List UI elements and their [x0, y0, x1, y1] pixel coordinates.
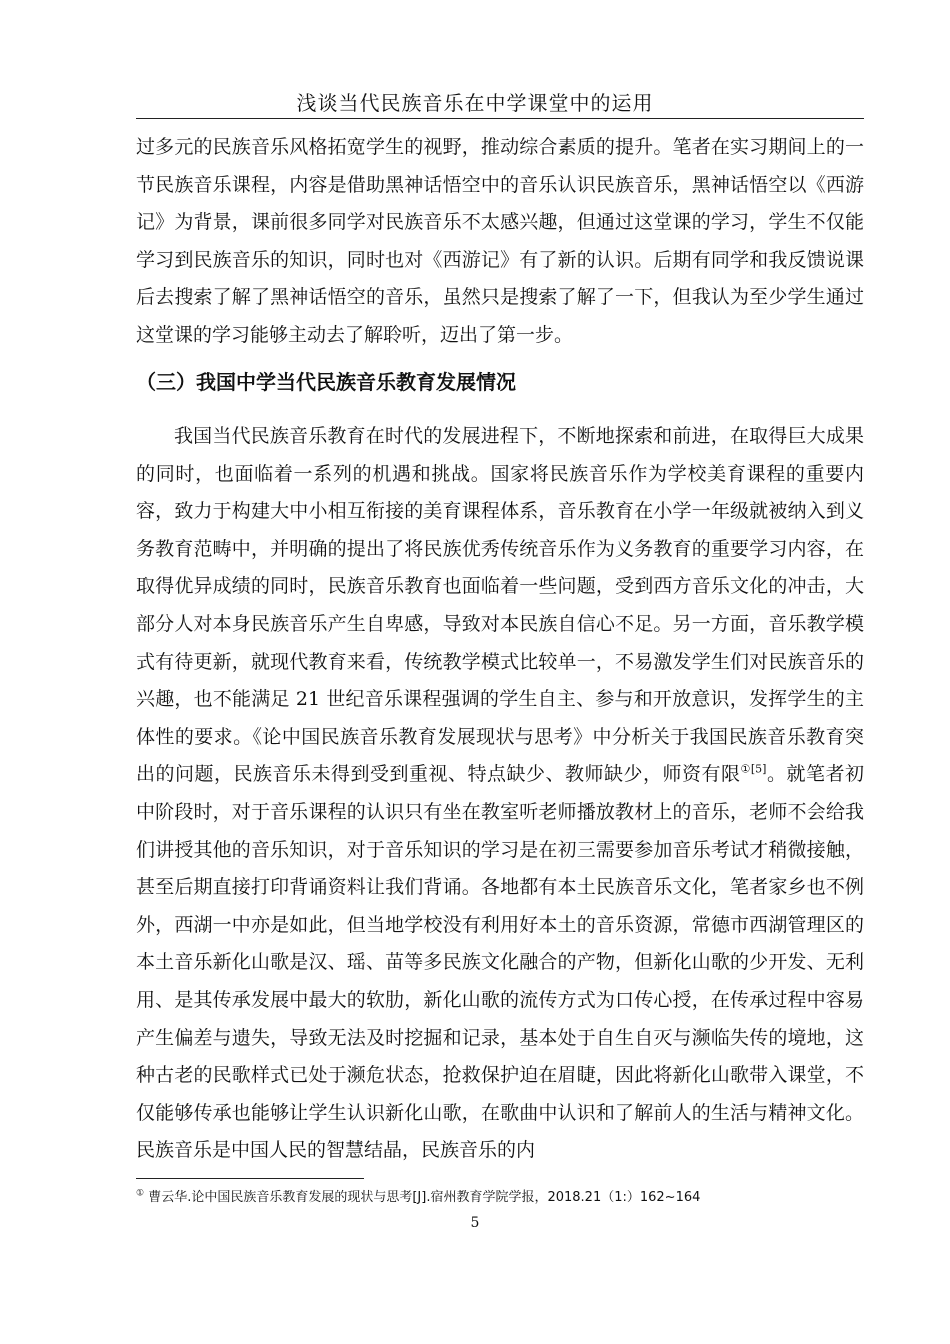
citation-marker: ①[5]: [740, 763, 767, 777]
footnote-rule: [136, 1178, 364, 1179]
header-rule: [136, 118, 864, 119]
page-number: 5: [470, 1215, 480, 1231]
paragraph-2: [136, 418, 864, 1170]
footnote-text: 曹云华.论中国民族音乐教育发展的现状与思考[J].宿州教育学院学报，2018.21（1:）162~164: [144, 1190, 701, 1205]
page-header-title: 浅谈当代民族音乐在中学课堂中的运用: [296, 91, 654, 115]
footnote-marker: ①: [136, 1188, 145, 1199]
paragraph-2-text-a: 我国当代民族音乐教育在时代的发展进程下，不断地探索和前进，在取得巨大成果的同时，也面临着一系列的机遇和挑战。国家将民族音乐作为学校美育课程的重要内容，致力于构建大中小相互衔接的美育课程体系，音乐教育在小学一年级就被纳入到义务教育范畴中，并明确的提出了将民族优秀传统音乐作为义务教育的重要学习内容，在取得优异成绩的同时，民族音乐教育也面临着一些问题，受到西方音乐文化的冲击，大部分人对本身民族音乐产生自卑感，导致对本民族自信心不足。另一方面，音乐教学模式有待更新，就现代教育来看，传统教学模式比较单一，不易激发学生们对民族音乐的兴趣，也不能满足 21 世纪音乐课程强调的学生自主、参与和开放意识，发挥学生的主体性的要求。《论中国民族音乐教育发展现状与思考》中分析关于我国民族音乐教育突出的问题，民族音乐未得到受到重视、特点缺少、教师缺少，师资有限: [136, 425, 864, 786]
section-heading: （三）我国中学当代民族音乐教育发展情况: [136, 370, 516, 394]
paragraph-1: 过多元的民族音乐风格拓宽学生的视野，推动综合素质的提升。笔者在实习期间上的一节民族音乐课程，内容是借助黑神话悟空中的音乐认识民族音乐，黑神话悟空以《西游记》为背景，课前很多同学对民族音乐不太感兴趣，但通过这堂课的学习，学生不仅能学习到民族音乐的知识，同时也对《西游记》有了新的认识。后期有同学和我反馈说课后去搜索了解了黑神话悟空的音乐，虽然只是搜索了解了一下，但我认为至少学生通过这堂课的学习能够主动去了解聆听，迈出了第一步。: [136, 136, 864, 346]
footnote: [136, 1188, 864, 1208]
paragraph-2-text-b: 。就笔者初中阶段时，对于音乐课程的认识只有坐在教室听老师播放教材上的音乐，老师不会给我们讲授其他的音乐知识，对于音乐知识的学习是在初三需要参加音乐考试才稍微接触，甚至后期直接打印背诵资料让我们背诵。各地都有本土民族音乐文化，笔者家乡也不例外，西湖一中亦是如此，但当地学校没有利用好本土的音乐资源，常德市西湖管理区的本土音乐新化山歌是汉、瑶、苗等多民族文化融合的产物，但新化山歌的少开发、无利用、是其传承发展中最大的软肋，新化山歌的流传方式为口传心授，在传承过程中容易产生偏差与遗失，导致无法及时挖掘和记录，基本处于自生自灭与濒临失传的境地，这种古老的民歌样式已处于濒危状态，抢救保护迫在眉睫，因此将新化山歌带入课堂，不仅能够传承也能够让学生认识新化山歌，在歌曲中认识和了解前人的生活与精神文化。民族音乐是中国人民的智慧结晶，民族音乐的内: [136, 763, 864, 1162]
